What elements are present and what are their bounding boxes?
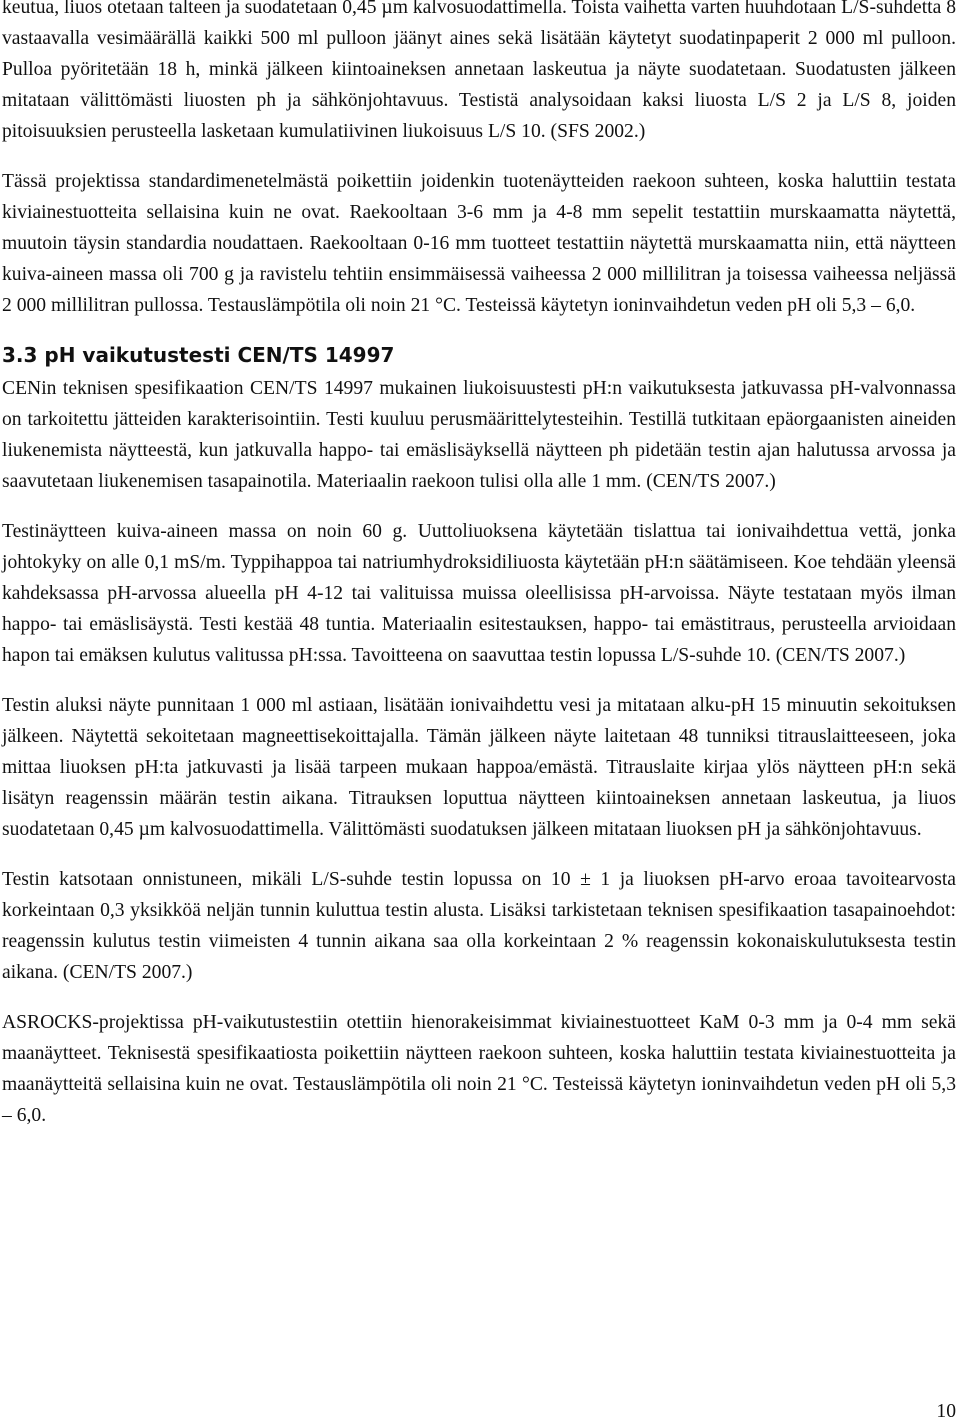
page-body bbox=[2, 0, 956, 1150]
paragraph-sample-mass: Testinäytteen kuiva-aineen massa on noin 60 g. Uuttoliuoksena käytetään tislattua tai ionivaihdettua vettä, jonka johtokyky on alle 0,1 mS/m. Typpihappoa tai natriumhydroksidiliuosta käytetään pH:n säätämiseen. Koe tehdään yleensä kahdeksassa pH-arvossa alueella pH 4-12 tai valituissa muissa oleellisissa pH-arvoissa. Näyte testataan myös ilman happo- tai emäslisäystä. Testi kestää 48 tuntia. Materiaalin esitestauksen, happo- tai emästitraus, perusteella arvioidaan hapon tai emäksen kulutus valitussa pH:ssa. Tavoitteena on saavuttaa testin lopussa L/S-suhde 10. (CEN/TS 2007.) bbox=[2, 521, 956, 666]
paragraph-test-procedure: Testin aluksi näyte punnitaan 1 000 ml astiaan, lisätään ionivaihdettu vesi ja mitataan alku-pH 15 minuutin sekoituksen jälkeen. Näytettä sekoitetaan magneettisekoittajalla. Tämän jälkeen näyte laitetaan 48 tunniksi titrauslaitteeseen, joka mittaa liuoksen pH:ta jatkuvasti ja lisää tarpeen mukaan happoa/emästä. Titrauslaite kirjaa ylös näytteen pH:n sekä lisätyn reagenssin määrän testin aikana. Titrauksen loputtua näytteen kiintoaineksen annetaan laskeutua, ja liuos suodatetaan 0,45 µm kalvosuodattimella. Välittömästi suodatuksen jälkeen mitataan liuoksen pH ja sähkönjohtavuus. bbox=[2, 695, 956, 840]
paragraph-asrocks-project: ASROCKS-projektissa pH-vaikutustestiin otettiin hienorakeisimmat kiviainestuotteet KaM 0-3 mm ja 0-4 mm sekä maanäytteet. Teknisestä spesifikaatiosta poikettiin näytteen raekoon suhteen, koska haluttiin testata kiviainestuotteita ja maanäytteitä sellaisina kuin ne ovat. Testauslämpötila oli noin 21 °C. Testeissä käytetyn ioninvaihdetun veden pH oli 5,3 – 6,0. bbox=[2, 1012, 956, 1126]
paragraph-project-deviations: Tässä projektissa standardimenetelmästä poikettiin joidenkin tuotenäytteiden raekoon suhteen, koska haluttiin testata kiviainestuotteita sellaisina kuin ne ovat. Raekooltaan 3-6 mm ja 4-8 mm sepelit testattiin murskaamatta näytettä, muutoin täysin standardia noudattaen. Raekooltaan 0-16 mm tuotteet testattiin näytettä murskaamatta niin, että näytteen kuiva-aineen massa oli 700 g ja ravistelu tehtiin ensimmäisessä vaiheessa 2 000 millilitran ja toisessa vaiheessa neljässä 2 000 millilitran pullossa. Testauslämpötila oli noin 21 °C. Testeissä käytetyn ioninvaihdetun veden pH oli 5,3 – 6,0. bbox=[2, 171, 956, 316]
section-heading: 3.3 pH vaikutustesti CEN/TS 14997 bbox=[2, 343, 395, 367]
paragraph-success-criteria: Testin katsotaan onnistuneen, mikäli L/S-suhde testin lopussa on 10 ± 1 ja liuoksen pH-arvo eroaa tavoitearvosta korkeintaan 0,3 yksikköä neljän tunnin kuluttua testin alusta. Lisäksi tarkistetaan teknisen spesifikaation tasapainoehdot: reagenssin kulutus testin viimeisten 4 tunnin aikana saa olla korkeintaan 2 % reagenssin kokonaiskulutuksesta testin aikana. (CEN/TS 2007.) bbox=[2, 869, 956, 983]
paragraph-leaching-procedure: keutua, liuos otetaan talteen ja suodatetaan 0,45 µm kalvosuodattimella. Toista vaihetta varten huuhdotaan L/S-suhdetta 8 vastaavalla vesimäärällä kaikki 500 ml pulloon jäänyt aines sekä lisätään käytetyt suodatinpaperit 2 000 ml pulloon. Pulloa pyöritetään 18 h, minkä jälkeen kiintoaineksen annetaan laskeutua ja näyte suodatetaan. Suodatusten jälkeen mitataan välittömästi liuosten ph ja sähkönjohtavuus. Testistä analysoidaan kaksi liuosta L/S 2 ja L/S 8, joiden pitoisuuksien perusteella lasketaan kumulatiivinen liukoisuus L/S 10. (SFS 2002.) bbox=[2, 0, 956, 142]
paragraph-spec-intro: CENin teknisen spesifikaation CEN/TS 14997 mukainen liukoisuustesti pH:n vaikutuksesta jatkuvassa pH-valvonnassa on tarkoitettu jätteiden karakterisointiin. Testi kuuluu perusmäärittelytesteihin. Testillä tutkitaan epäorgaanisten aineiden liukenemista näytteestä, kun jatkuvalla happo- tai emäslisäyksellä näytteen ph pidetään testin ajan halutussa arvossa ja saavutetaan liukenemisen tasapainotila. Materiaalin raekoon tulisi olla alle 1 mm. (CEN/TS 2007.) bbox=[2, 378, 956, 492]
page-number: 10 bbox=[936, 1401, 956, 1422]
